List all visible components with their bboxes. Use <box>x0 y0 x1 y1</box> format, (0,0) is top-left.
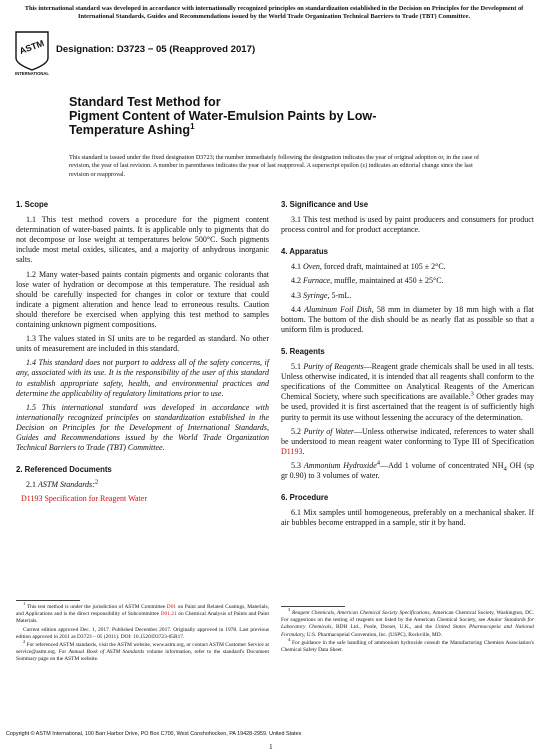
footnote-mark: 1 <box>23 601 26 607</box>
intro-note: This standard is issued under the fixed designation D3723; the number immediately following the designation indicates the year of original adoption or, in the case of revision, the year of last revision. A number in parentheses indicates the year of last reapproval. A superscript epsilon (ε) indicates an editorial change since the last revision or reapproval. <box>69 154 480 178</box>
item-name: Aluminum Foil Dish, <box>304 304 374 314</box>
item-name: Furnace, <box>303 276 333 286</box>
footnote-italic: United States Pharmacopeia and National Formulary, <box>281 624 535 638</box>
reference-item <box>16 494 269 504</box>
paragraph <box>281 362 534 423</box>
item-number: 4.3 <box>291 290 303 300</box>
item-text: forced draft, maintained at 105 ± 2°C. <box>321 262 446 272</box>
section-heading: 1. Scope <box>16 200 49 209</box>
title-line-2: Pigment Content of Water-Emulsion Paints by Low- <box>69 109 377 123</box>
footnote-italic: Annual Book of ASTM Standards <box>68 649 145 656</box>
footnote-text: U.S. Pharmacopeial Convention, Inc. (USPC), Rockville, MD. <box>305 631 442 638</box>
footnote-mark: 3 <box>288 607 291 613</box>
footnote-text: BDH Ltd., Poole, Dorset, U.K., and the <box>332 624 436 631</box>
item-text: OH (sp gr 0.90) to 3 volumes of water. <box>281 460 534 480</box>
link-d1193[interactable]: D1193 <box>21 494 43 504</box>
section-referenced-documents <box>16 465 269 504</box>
link-d1193-title[interactable]: Specification for Reagent Water <box>42 494 147 504</box>
paragraph <box>16 480 269 490</box>
tbt-banner: This international standard was developed in accordance with internationally recognized principles on standardization established in the Decision on Principles for the Development of International Standards, Guides and Recommendations issued by the World Trade Organization Technical Barriers to Trade (TBT) Committee. <box>24 5 524 20</box>
footnote-mark: 3 <box>470 390 474 398</box>
footnote-mark: 4 <box>288 637 291 643</box>
item-text: 58 mm in diameter by 18 mm high with a flat bottom. The bottom of the dish should be as nearly flat as possible so that a uniform film is produced. <box>281 304 534 334</box>
paragraph: 1.1 This test method covers a procedure for the pigment content determination of water-based paints. It is applicable only to pigments that do not decompose or lose weight at temperatures below 500°C. Such pigments include most metal oxides, silicates, and a majority of anhydrous inorganic salts. <box>16 215 269 265</box>
footnote-text: This test method is under the jurisdiction of ASTM Committee <box>25 604 167 610</box>
page-number: 1 <box>269 742 273 751</box>
apparatus-item <box>281 262 534 272</box>
item-number: 4.2 <box>291 276 303 286</box>
footnote-italic: Reagent Chemicals, American Chemical Society Specifications, <box>290 610 431 616</box>
item-number: 5.2 <box>291 426 304 436</box>
title-line-3-text: Temperature Ashing <box>69 123 191 137</box>
footnote-1 <box>16 601 269 626</box>
link-d01[interactable]: D01 <box>166 604 177 610</box>
section-apparatus <box>281 247 534 335</box>
copyright-line: Copyright © ASTM International, 100 Barr Harbor Drive, PO Box C700, West Conshohocken, PA 19428-2959. United States <box>6 731 302 737</box>
footnotes-left <box>16 601 269 665</box>
paragraph: 1.4 This standard does not purport to address all of the safety concerns, if any, associated with its use. It is the responsibility of the user of this standard to establish appropriate safety, health, and environmental practices and determine the applicability of regulatory limitations prior to use. <box>16 358 269 398</box>
document-title <box>69 95 489 137</box>
section-reagents <box>281 347 534 481</box>
apparatus-item <box>281 276 534 286</box>
logo-wordmark: ASTM <box>17 38 46 57</box>
footnote-text: For referenced ASTM standards, visit the ASTM website, www.astm.org, or contact ASTM Customer Service at service@astm.org. For <box>16 642 269 656</box>
item-name: Purity of Water <box>303 426 354 436</box>
title-line-3 <box>69 123 489 137</box>
section-procedure <box>281 493 534 528</box>
item-name: Ammonium Hydroxide <box>303 460 377 470</box>
section-heading: 2. Referenced Documents <box>16 465 112 475</box>
title-footnote-mark: 1 <box>190 121 195 131</box>
item-text: —Reagent grade chemicals shall be used in all tests. Unless otherwise indicated, it is intended that all reagents shall conform to the specifications of the Committee on Analytical Reagents of the American Chemical Society, where such specifications are available. <box>281 362 535 402</box>
left-column <box>16 200 269 516</box>
footnote-rule-left <box>16 600 80 601</box>
logo-international: INTERNATIONAL <box>15 71 49 76</box>
subscript: 4 <box>503 465 507 473</box>
section-heading: 6. Procedure <box>281 493 329 503</box>
link-d01-21[interactable]: D01.21 <box>160 611 177 618</box>
footnote-text: volume information, refer to the standard's Document Summary page on the ASTM website. <box>16 649 269 663</box>
footnote-2 <box>16 639 269 664</box>
paragraph <box>281 461 534 481</box>
paragraph <box>281 427 534 457</box>
paragraph: 1.3 The values stated in SI units are to be regarded as standard. No other units of measurement are included in this standard. <box>16 334 269 354</box>
footnote-1-edition: Current edition approved Dec. 1, 2017. Published December 2017. Originally approved in 1978. Last previous edition approved in 2011 as D3723 – 05 (2011). DOI: 10.1520/D3723-05R17. <box>16 626 269 640</box>
footnote-4 <box>281 637 534 654</box>
apparatus-item <box>281 291 534 301</box>
paragraph: 3.1 This test method is used by paint producers and consumers for product process control and for product acceptance. <box>281 215 534 235</box>
item-text: . <box>302 446 305 456</box>
section-heading: 4. Apparatus <box>281 247 328 257</box>
item-name: Oven, <box>303 262 322 272</box>
footnote-text: on Paint and Related Coatings, Materials, and Applications and is the direct responsibility of Subcommittee <box>16 604 269 618</box>
footnotes-right <box>281 607 535 655</box>
right-column <box>281 200 534 540</box>
item-number: 4.4 <box>291 304 305 314</box>
footnote-rule-right <box>281 606 345 607</box>
paragraph: 1.2 Many water-based paints contain pigments and organic colorants that lose water of hydration or decompose at this temperature. The residual ash should be carefully inspected for changes in color or texture that could indicate a pigment alteration and hence lead to erroneous results. Caution should therefore be exercised when applying this test method to samples containing unknown pigment compositions. <box>16 269 269 330</box>
link-d1193-inline[interactable]: D1193 <box>281 446 303 456</box>
footnote-text: For guidance in the safe handling of ammonium hydroxide consult the Manufacturing Chemists Association's Chemical Safety Data Sheet. <box>281 639 534 654</box>
paragraph: 1.5 This international standard was developed in accordance with internationally recognized principles on standardization established in the Decision on Principles for the Development of International Standards, Guides and Recommendations issued by the World Trade Organization Technical Barriers to Trade (TBT) Committee. <box>16 402 269 453</box>
footnote-mark: 2 <box>94 478 99 486</box>
section-scope <box>16 200 269 453</box>
designation: Designation: D3723 − 05 (Reapproved 2017) <box>56 44 256 55</box>
footnote-mark: 4 <box>376 459 381 467</box>
item-name: Purity of Reagents <box>303 362 364 372</box>
paragraph: 6.1 Mix samples until homogeneous, preferably on a mechanical shaker. If air bubbles become entrapped in a sample, stir it by hand. <box>281 508 534 528</box>
apparatus-item <box>281 305 534 335</box>
section-heading: 3. Significance and Use <box>281 200 369 209</box>
footnote-italic: Analar Standards for Laboratory Chemicals, <box>281 617 534 631</box>
item-text: 5-mL. <box>329 290 352 300</box>
item-number: 5.1 <box>291 362 304 372</box>
item-number: 5.3 <box>291 460 304 470</box>
section-heading: 5. Reagents <box>281 346 325 356</box>
footnote-3 <box>281 607 535 639</box>
item-label: ASTM Standards: <box>38 480 95 490</box>
item-number: 2.1 <box>26 480 38 490</box>
item-number: 4.1 <box>291 262 303 272</box>
footnote-mark: 2 <box>23 639 26 645</box>
item-text: —Unless otherwise indicated, references to water shall be understood to mean reagent water conforming to Type III of Specification <box>281 426 535 446</box>
footnote-text: American Chemical Society, Washington, DC. For suggestions on the testing of reagents not listed by the American Chemical Society, see <box>281 610 534 624</box>
item-text: —Add 1 volume of concentrated NH <box>380 460 504 470</box>
title-line-1: Standard Test Method for <box>69 95 221 109</box>
section-significance <box>281 200 534 235</box>
footnote-text: on Chemical Analysis of Paints and Paint Materials. <box>16 611 269 625</box>
item-name: Syringe, <box>303 290 330 300</box>
item-text: muffle, maintained at 450 ± 25°C. <box>332 276 444 286</box>
astm-logo <box>12 30 52 76</box>
item-text: Other grades may be used, provided it is first ascertained that the reagent is of sufficiently high purity to permit its use without lessening the accuracy of the determination. <box>281 392 534 422</box>
